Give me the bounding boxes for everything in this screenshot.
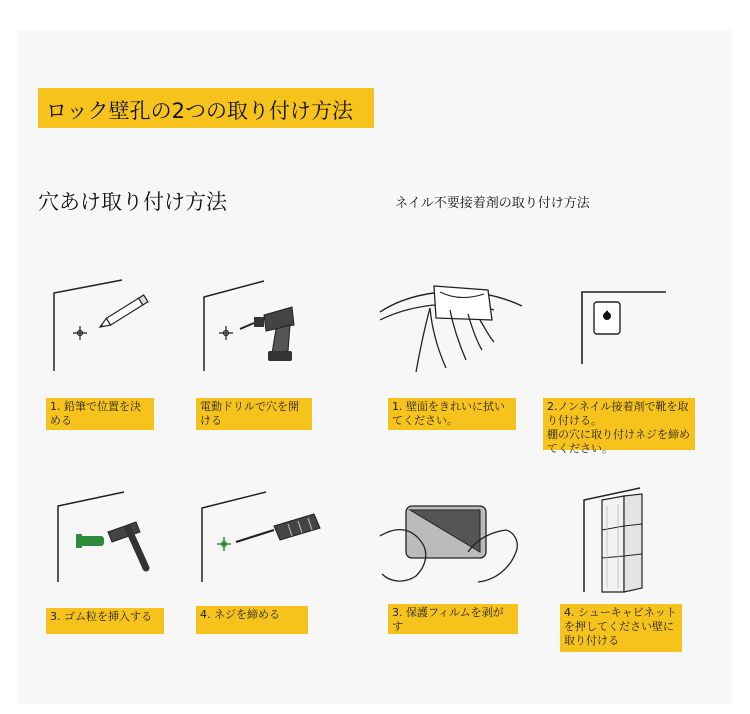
step-drill-1: 1. 鉛筆で位置を決める bbox=[46, 398, 154, 430]
screwdriver-icon bbox=[196, 486, 336, 586]
step-glue-1: 1. 壁面をきれいに拭いてください。 bbox=[388, 398, 516, 430]
hook-plate-icon bbox=[574, 286, 674, 368]
cabinet-icon bbox=[576, 486, 686, 596]
step-glue-4: 4. シューキャビネットを押してください壁に取り付ける bbox=[560, 604, 682, 652]
step-glue-3: 3. 保護フィルムを剥がす bbox=[388, 604, 518, 634]
glue-method-title: ネイル不要接着剤の取り付け方法 bbox=[395, 196, 590, 211]
hammer-icon bbox=[40, 486, 160, 586]
pencil-icon bbox=[40, 275, 155, 375]
drill-method-title: 穴あけ取り付け方法 bbox=[38, 190, 227, 214]
film-icon bbox=[376, 492, 526, 588]
step-glue-2: 2.ノンネイル接着剤で靴を取り付ける。 棚の穴に取り付けネジを締めてください。 bbox=[543, 398, 695, 450]
page-title: ロック壁孔の2つの取り付け方法 bbox=[46, 99, 353, 123]
title-band bbox=[38, 88, 374, 128]
step-glue-2-extra: 棚の穴に取り付けネジを締めてください。 bbox=[547, 428, 690, 455]
step-drill-2: 電動ドリルで穴を開ける bbox=[196, 398, 312, 430]
step-drill-3: 3. ゴム粒を挿入する bbox=[46, 608, 164, 634]
drill-icon bbox=[196, 275, 311, 375]
step-drill-4: 4. ネジを締める bbox=[196, 606, 308, 634]
cloth-icon bbox=[376, 280, 526, 375]
